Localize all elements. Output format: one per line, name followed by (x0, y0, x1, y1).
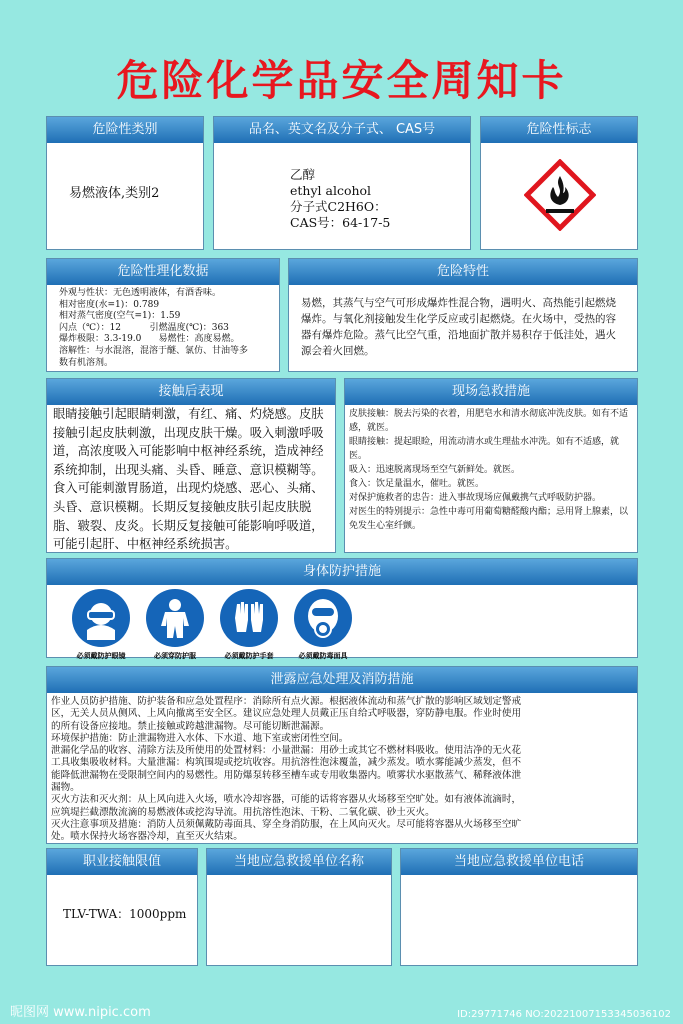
rescue-phone-header: 当地应急救援单位电话 (401, 849, 637, 875)
physchem-panel (46, 258, 280, 372)
ppe-label: 必须戴防毒面具 (298, 652, 348, 660)
physchem-line: 闪点（℃）：12 引燃温度(℃)：363 (59, 322, 229, 333)
hazard-category-panel (46, 116, 204, 250)
ppe-label: 必须穿防护服 (154, 652, 196, 660)
leak-line: 的所有设备应接地。禁止接触或跨越泄漏物。尽可能切断泄漏源。 (51, 720, 330, 732)
leak-line: 作业人员防护措施、防护装备和应急处置程序：消除所有点火源。根据液体流动和蒸气扩散的影响区域划定警戒 (51, 696, 522, 707)
leak-line: 环境保护措施：防止泄漏物进入水体、下水道、地下室或密闭性空间。 (51, 732, 349, 744)
first-aid-line: 对保护施救者的忠告：进入事故现场应佩戴携气式呼吸防护器。 (349, 493, 602, 503)
watermark-right: ID:29771746 NO:20221007153345036102 (457, 1009, 671, 1020)
leak-line: 区，无关人员从侧风、上风向撤离至安全区。建议应急处理人员戴正压自给式呼吸器，穿防静电服。作业时使用 (51, 708, 522, 720)
gas-mask-icon (294, 589, 352, 647)
first-aid-line: 对医生的特别提示：急性中毒可用葡萄糖醛酸内酯；忌用肾上腺素，以免发生心室纤颤。 (349, 507, 629, 531)
physchem-line: 外观与性状：无色透明液体，有酒香味。 (59, 288, 222, 298)
first-aid-panel (344, 378, 638, 553)
hazard-sign-panel (480, 116, 638, 250)
leak-header: 泄露应急处理及消防措施 (47, 667, 637, 693)
leak-lines (51, 696, 633, 844)
ppe-label: 必须戴防护手套 (224, 652, 274, 660)
exposure-panel (46, 378, 336, 553)
limits-value: TLV-TWA：1000ppm (63, 907, 187, 921)
leak-line: 泄漏化学品的收容、清除方法及所使用的处置材料：小量泄漏：用砂土或其它不燃材料吸收。使用洁净的无火花 (51, 745, 522, 757)
product-lines (290, 167, 462, 231)
exposure-header: 接触后表现 (47, 379, 335, 405)
exposure-text: 眼睛接触引起眼睛刺激，有红、痛、灼烧感。皮肤接触引起皮肤刺激，出现皮肤干燥。吸入刺激呼吸道，高浓度吸入可能影响中枢神经系统，造成神经系统抑制，出现头痛、头昏、睡意、意识模糊等。食入可能刺激胃肠道，出现灼烧感、恶心、头痛、头昏、意识模糊。长期反复接触皮肤引起皮肤脱脂、皲裂、皮炎。长期反复接触可能影响呼吸道，可能引起肝、中枢神经系统损害。 (53, 407, 324, 552)
watermark-left: 昵图网 www.nipic.com (10, 1005, 151, 1020)
hazard-features-panel (288, 258, 638, 372)
leak-panel (46, 666, 638, 844)
physchem-lines (59, 288, 271, 369)
rescue-phone-panel (400, 848, 638, 966)
page-title: 危险化学品安全周知卡 (116, 56, 567, 105)
physchem-line: 溶解性：与水混溶，混溶于醚、氯仿、甘油等多 (59, 345, 249, 356)
physchem-line: 相对密度(水=1)：0.789 (59, 299, 160, 310)
flammable-diamond-icon (524, 159, 596, 231)
leak-line: 处。喷水保持火场容器冷却，直至灭火结束。 (51, 831, 243, 843)
protective-gloves-icon (220, 589, 278, 647)
protective-suit-icon (146, 589, 204, 647)
rescue-unit-panel (206, 848, 392, 966)
leak-line: 灭火方法和灭火剂：从上风向进入火场，喷水冷却容器，可能的话将容器从火场移至空旷处。如有液体流滴时， (51, 794, 522, 806)
product-header: 品名、英文名及分子式、 CAS号 (214, 117, 470, 143)
first-aid-line: 眼睛接触：提起眼睑，用流动清水或生理盐水冲洗。如有不适感，就医。 (349, 437, 620, 461)
leak-line: 灭火注意事项及措施：消防人员须佩戴防毒面具、穿全身消防服，在上风向灭火。尽可能将容器从火场移至空旷 (51, 818, 522, 830)
first-aid-lines (349, 407, 633, 533)
physchem-header: 危险性理化数据 (47, 259, 279, 285)
product-panel (213, 116, 471, 250)
product-formula: 分子式C2H6O： (290, 199, 387, 214)
hazard-sign-header: 危险性标志 (481, 117, 637, 143)
ppe-item (69, 589, 133, 661)
safety-goggles-icon (72, 589, 130, 647)
first-aid-header: 现场急救措施 (345, 379, 637, 405)
hazard-features-text: 易燃，其蒸气与空气可形成爆炸性混合物，遇明火、高热能引起燃烧爆炸。与氧化剂接触发生化学反应或引起燃烧。在火场中，受热的容器有爆炸危险。蒸气比空气重，沿地面扩散并易积存于低洼处，遇火源会着火回燃。 (301, 297, 616, 357)
leak-line: 漏物。 (51, 782, 80, 794)
product-name-cn: 乙醇 (290, 167, 316, 182)
hazard-category-value: 易燃液体,类别2 (69, 186, 160, 201)
ppe-panel (46, 558, 638, 658)
ppe-item (143, 589, 207, 661)
physchem-line: 数有机溶剂。 (59, 357, 114, 368)
ppe-item (217, 589, 281, 661)
hazard-category-header: 危险性类别 (47, 117, 203, 143)
leak-line: 能降低泄漏物在受限制空间内的易燃性。用防爆泵转移至槽车或专用收集器内。喷雾状水驱散蒸气、稀释液体泄 (51, 769, 522, 781)
product-name-en: ethyl alcohol (290, 183, 372, 198)
limits-panel (46, 848, 198, 966)
ppe-header: 身体防护措施 (47, 559, 637, 585)
first-aid-line: 食入：饮足量温水，催吐。就医。 (349, 479, 485, 489)
limits-header: 职业接触限值 (47, 849, 197, 875)
product-cas: CAS号：64-17-5 (290, 215, 391, 230)
ppe-item (291, 589, 355, 661)
rescue-unit-header: 当地应急救援单位名称 (207, 849, 391, 875)
leak-line: 工具收集吸收材料。大量泄漏：构筑围堤或挖坑收容。用抗溶性泡沫覆盖，减少蒸发。喷水雾能减少蒸发，但不 (51, 757, 522, 769)
hazard-features-header: 危险特性 (289, 259, 637, 285)
physchem-line: 爆炸极限：3.3-19.0 易燃性：高度易燃。 (59, 334, 240, 345)
first-aid-line: 吸入：迅速脱离现场至空气新鲜处。就医。 (349, 465, 521, 475)
physchem-line: 相对蒸气密度(空气=1)：1.59 (59, 311, 181, 322)
first-aid-line: 皮肤接触：脱去污染的衣着，用肥皂水和清水彻底冲洗皮肤。如有不适感，就医。 (349, 409, 629, 433)
ppe-label: 必须戴防护眼镜 (76, 652, 126, 660)
leak-line: 应筑堤拦截漂散流滴的易燃液体或挖沟导流。用抗溶性泡沫、干粉、二氧化碳、砂土灭火。 (51, 806, 435, 818)
